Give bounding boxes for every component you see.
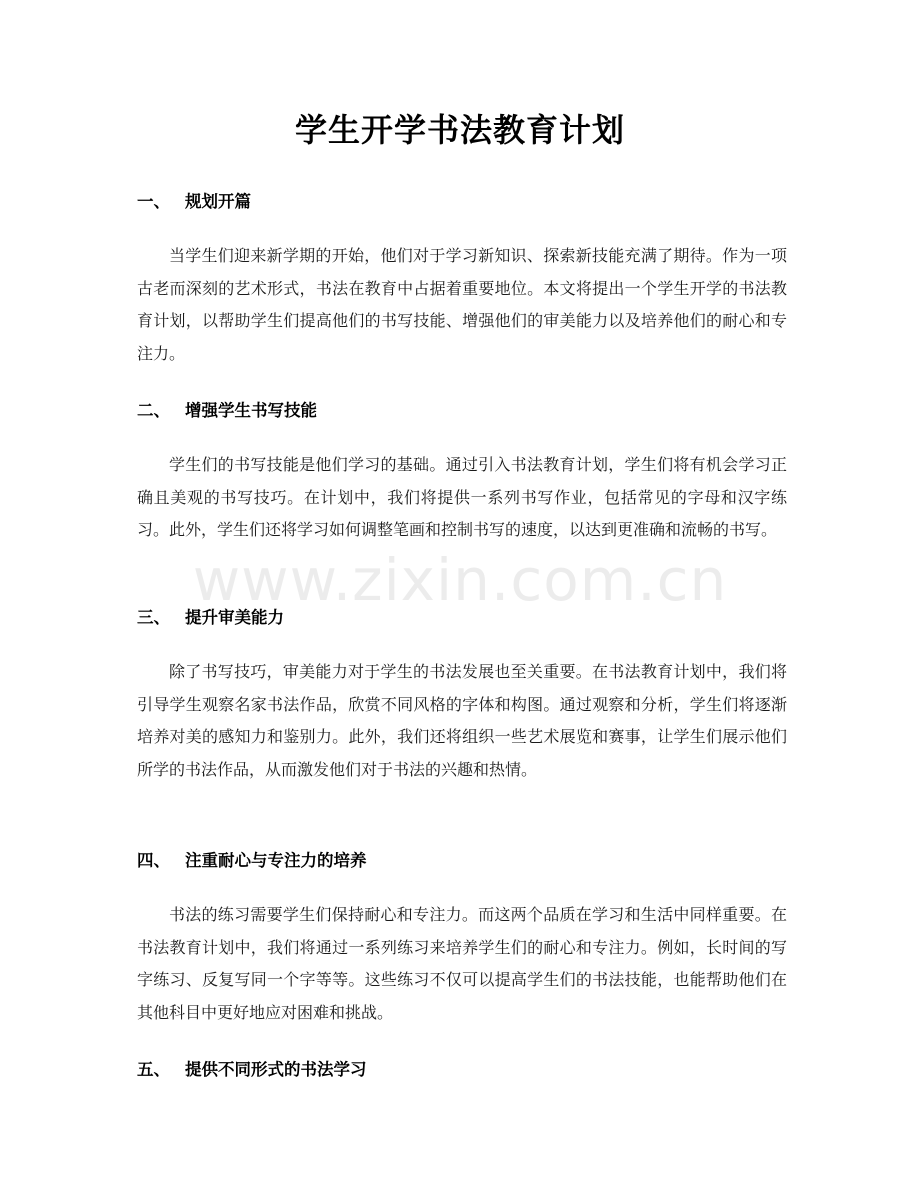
- section-number: 二、: [137, 401, 170, 420]
- section-2: [137, 399, 787, 547]
- section-heading: [137, 190, 787, 214]
- section-paragraph: 书法的练习需要学生们保持耐心和专注力。而这两个品质在学习和生活中同样重要。在书法教育计划中，我们将通过一系列练习来培养学生们的耐心和专注力。例如，长时间的写字练习、反复写同一个字等等。这些练习不仅可以提高学生们的书法技能，也能帮助他们在其他科目中更好地应对困难和挑战。: [137, 905, 787, 1022]
- section-5: [137, 1058, 787, 1082]
- section-number: 五、: [137, 1060, 170, 1079]
- section-heading: [137, 1058, 787, 1082]
- section-number: 四、: [137, 851, 170, 870]
- section-number: 三、: [137, 608, 170, 627]
- section-paragraph: 除了书写技巧，审美能力对于学生的书法发展也至关重要。在书法教育计划中，我们将引导学生观察名家书法作品，欣赏不同风格的字体和构图。通过观察和分析，学生们将逐渐培养对美的感知力和鉴别力。此外，我们还将组织一些艺术展览和赛事，让学生们展示他们所学的书法作品，从而激发他们对于书法的兴趣和热情。: [137, 662, 787, 779]
- section-1: [137, 190, 787, 370]
- section-paragraph: 学生们的书写技能是他们学习的基础。通过引入书法教育计划，学生们将有机会学习正确且美观的书写技巧。在计划中，我们将提供一系列书写作业，包括常见的字母和汉字练习。此外，学生们还将学习如何调整笔画和控制书写的速度，以达到更准确和流畅的书写。: [137, 455, 787, 539]
- section-number: 一、: [137, 192, 170, 211]
- section-heading-text: 注重耐心与专注力的培养: [185, 851, 367, 870]
- document-title: 学生开学书法教育计划: [294, 111, 625, 149]
- section-heading-text: 增强学生书写技能: [185, 401, 317, 420]
- section-3: [137, 606, 787, 786]
- section-paragraph: 当学生们迎来新学期的开始，他们对于学习新知识、探索新技能充满了期待。作为一项古老而深刻的艺术形式，书法在教育中占据着重要地位。本文将提出一个学生开学的书法教育计划，以帮助学生们提高他们的书写技能、增强他们的审美能力以及培养他们的耐心和专注力。: [137, 246, 787, 363]
- section-heading: [137, 849, 787, 873]
- section-heading: [137, 606, 787, 630]
- section-heading-text: 提升审美能力: [185, 608, 284, 627]
- section-heading: [137, 399, 787, 423]
- section-heading-text: 提供不同形式的书法学习: [185, 1060, 367, 1079]
- watermark: www.zixin.com.cn: [192, 546, 728, 614]
- section-heading-text: 规划开篇: [185, 192, 251, 211]
- section-4: [137, 849, 787, 1029]
